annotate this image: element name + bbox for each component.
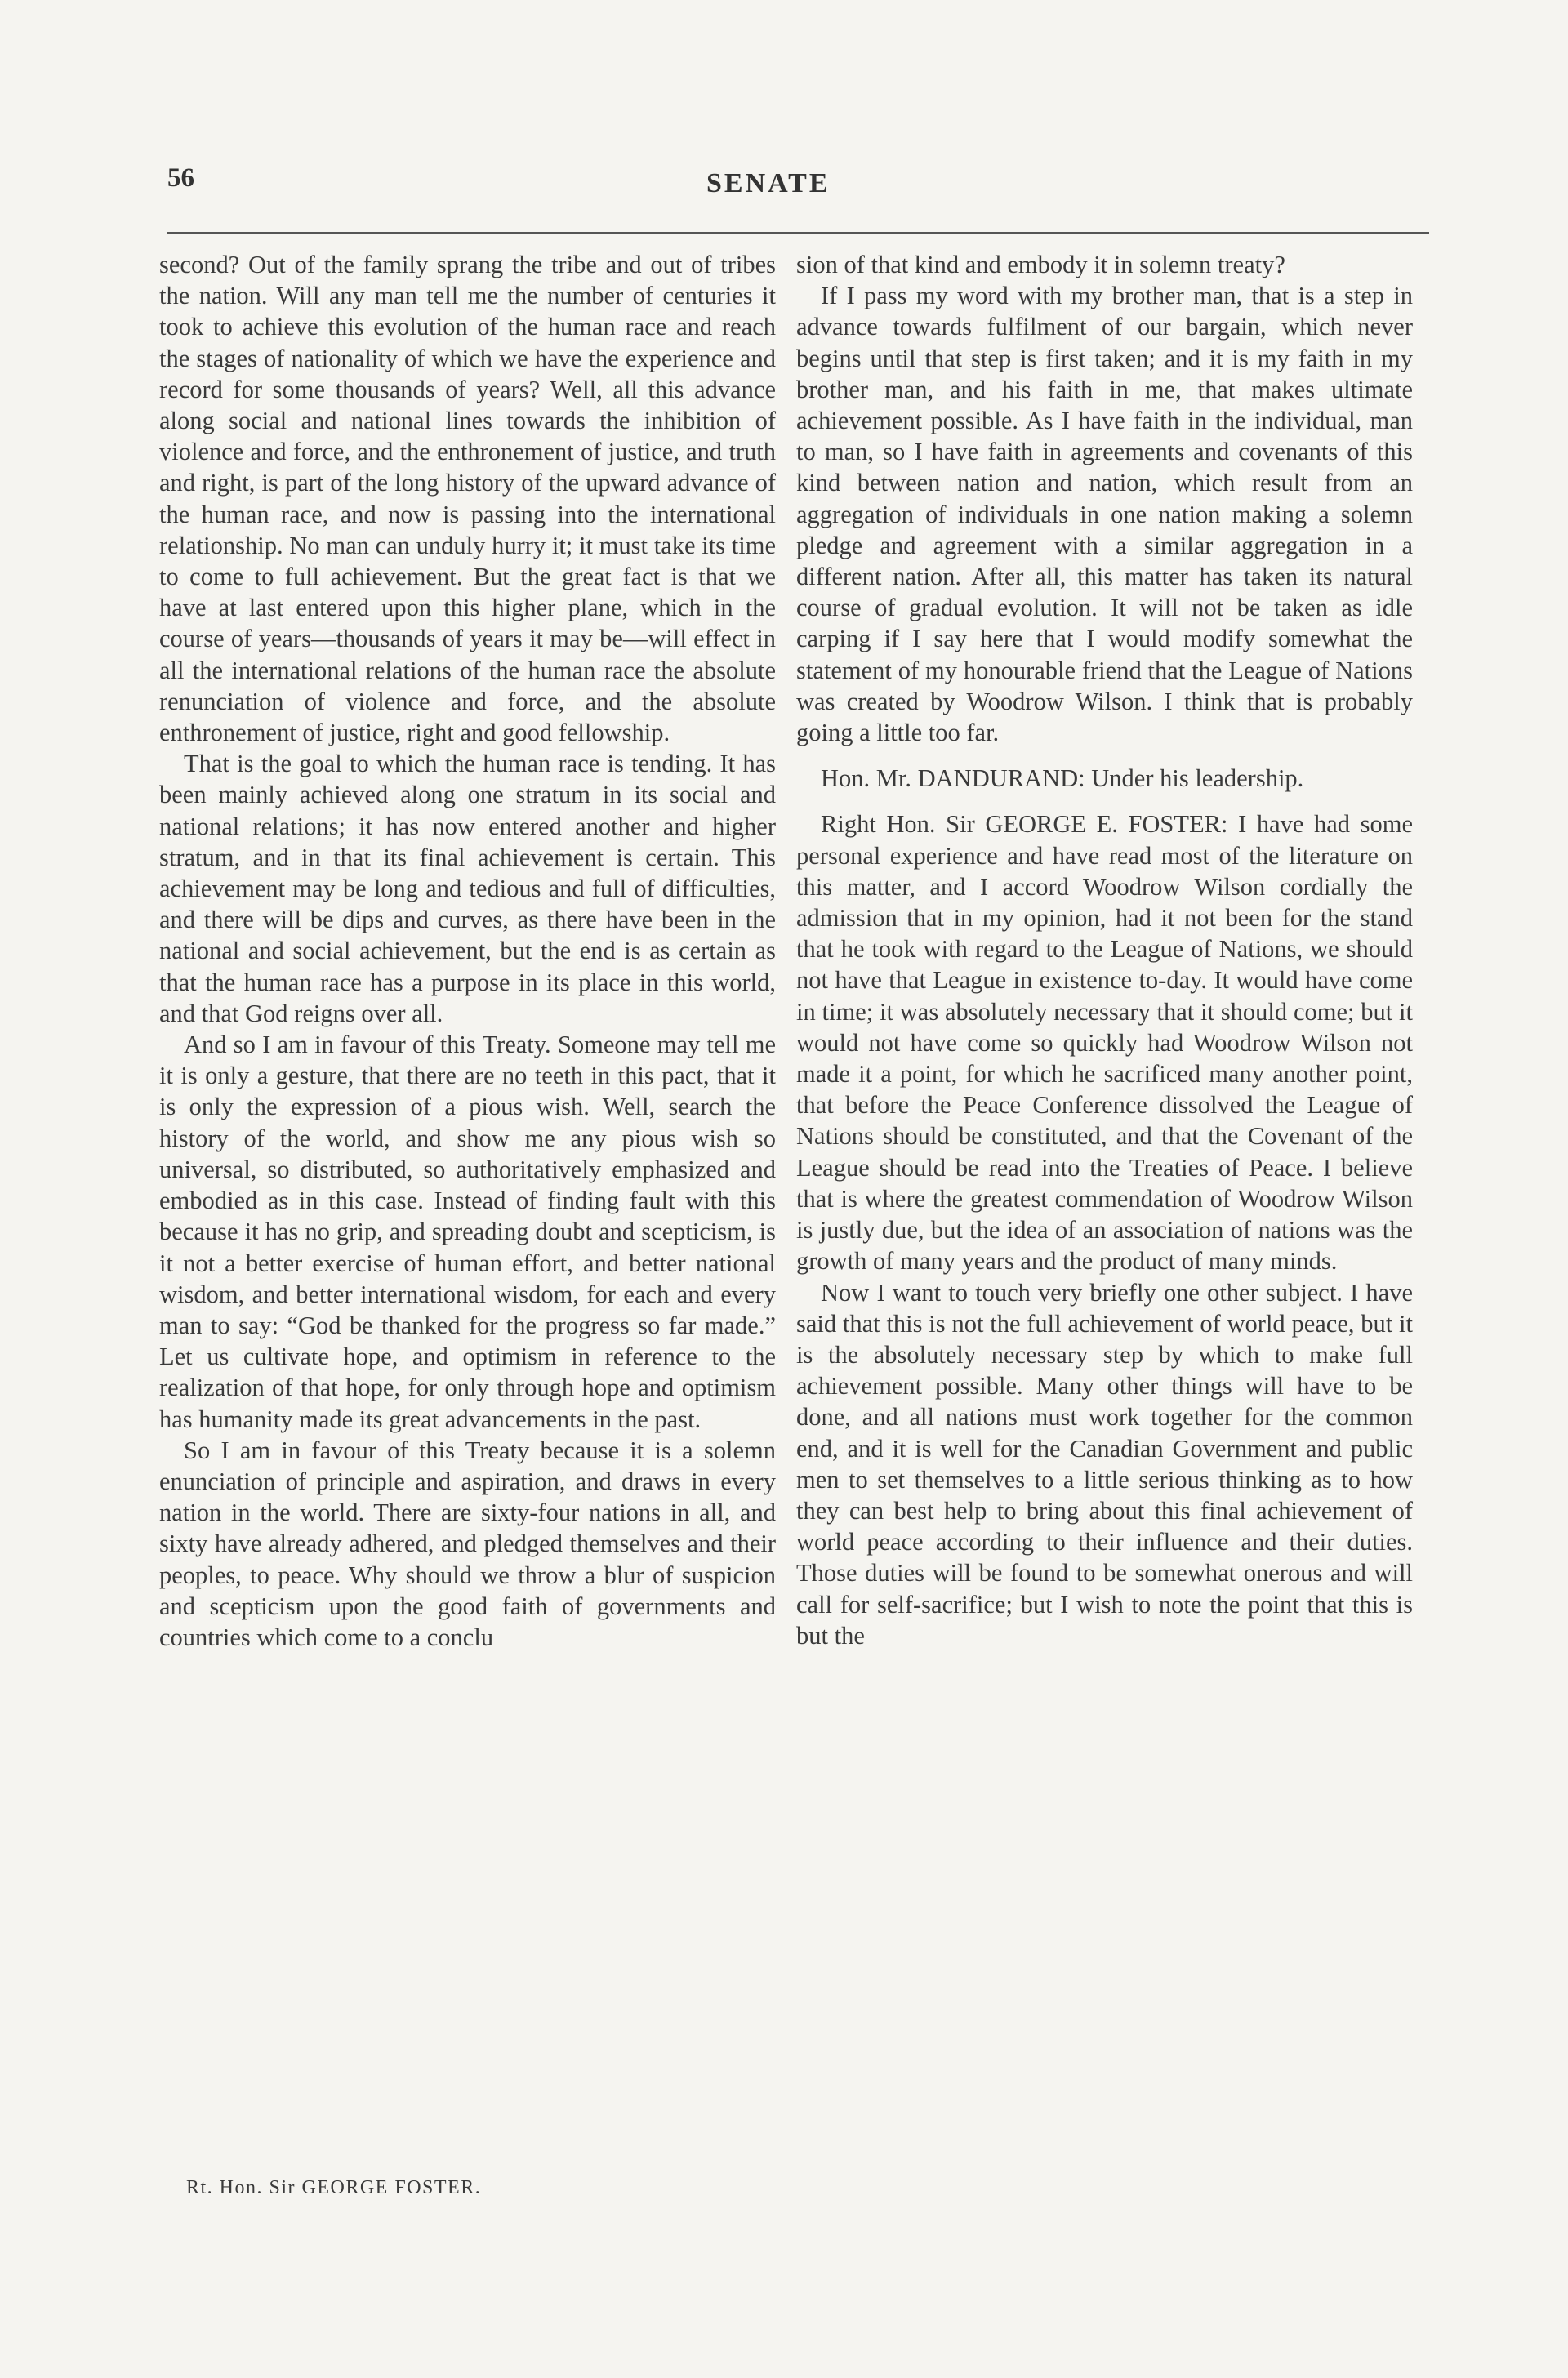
speaker-paragraph: Right Hon. Sir GEORGE E. FOSTER: I have had some personal experience and have read most of the literature on this matter, and I accord Woodrow Wilson cordially the admission that in my opinion, had it not been for the stand that he took with regard to the League of Nations, we should not have that League in existence to-day. It would have come in time; it was absolutely necessary that it should come; but it would not have come so quickly had Woodrow Wilson not made it a point, for which he sacrificed many another point, that before the Peace Conference dissolved the League of Nations should be constituted, and that the Covenant of the League should be read into the Treaties of Peace. I believe that is where the greatest commendation of Woodrow Wilson is justly due, but the idea of an association of nations was the growth of many years and the product of many minds. — [796, 810, 1413, 1276]
speaker-paragraph: Hon. Mr. DANDURAND: Under his leadership. — [821, 764, 1304, 793]
running-head-title: SENATE — [706, 168, 831, 198]
right-column — [796, 249, 1413, 1651]
paragraph: That is the goal to which the human race is tending. It has been mainly achieved along one stratum in its social and national relations; it has now entered another and higher stratum, and in that its final achievement is certain. This achievement may be long and tedious and full of difficulties, and there will be dips and curves, as there have been in the national and social achievement, but the end is as certain as that the human race has a purpose in its place in this world, and that God reigns over all. — [159, 750, 776, 1027]
paragraph: If I pass my word with my brother man, that is a step in advance towards fulfilment of our bargain, which never begins until that step is first taken; and it is my faith in my brother man, and his faith in me, that makes ultimate achievement possible. As I have faith in the individual, man to man, so I have faith in agreements and covenants of this kind between nation and nation, which result from an aggregation of individuals in one nation making a solemn pledge and agreement with a similar aggregation in a different nation. After all, this matter has taken its natural course of gradual evolution. It will not be taken as idle carping if I say here that I would modify somewhat the statement of my honourable friend that the League of Nations was created by Woodrow Wilson. I think that is probably going a little too far. — [796, 282, 1413, 747]
paragraph: So I am in favour of this Treaty because it is a solemn enunciation of principle and aspiration, and draws in every nation in the world. There are sixty-four nations in all, and sixty have already adhered, and pledged themselves and their peoples, to peace. Why should we throw a blur of suspicion and scepticism upon the good faith of governments and countries which come to a conclu — [159, 1436, 776, 1651]
paragraph: sion of that kind and embody it in solemn treaty? — [796, 251, 1285, 278]
page-header — [167, 163, 1429, 212]
header-rule — [167, 232, 1429, 234]
speaker-footer: Rt. Hon. Sir GEORGE FOSTER. — [186, 2177, 482, 2198]
paragraph: second? Out of the family sprang the tribe and out of tribes the nation. Will any man tell me the number of centuries it took to achieve this evolution of the human race and reach the stages of nationality of which we have the experience and record for some thousands of years? Well, all this advance along social and national lines towards the inhibition of violence and force, and the enthronement of justice, and truth and right, is part of the long history of the upward advance of the human race, and now is passing into the international relationship. No man can unduly hurry it; it must take its time to come to full achievement. But the great fact is that we have at last entered upon this higher plane, which in the course of years—thousands of years it may be—will effect in all the international relations of the human race the absolute renunciation of violence and force, and the absolute enthronement of justice, right and good fellowship. — [159, 251, 776, 747]
left-column — [159, 249, 776, 1653]
paragraph: And so I am in favour of this Treaty. Someone may tell me it is only a gesture, that there are no teeth in this pact, that it is only the expression of a pious wish. Well, search the history of the world, and show me any pious wish so universal, so distributed, so authoritatively emphasized and embodied as in this case. Instead of finding fault with this because it has no grip, and spreading doubt and scepticism, is it not a better exercise of human effort, and better national wisdom, and better international wisdom, for each and every man to say: “God be thanked for the progress so far made.” Let us cultivate hope, and optimism in reference to the realization of that hope, for only through hope and optimism has humanity made its great advancements in the past. — [159, 1031, 776, 1433]
paragraph: Now I want to touch very briefly one other subject. I have said that this is not the full achievement of world peace, but it is the absolutely necessary step by which to make full achievement possible. Many other things will have to be done, and all nations must work together for the common end, and it is well for the Canadian Government and public men to set themselves to a little serious thinking as to how they can best help to bring about this final achievement of world peace according to their influence and their duties. Those duties will be found to be somewhat onerous and will call for self-sacrifice; but I wish to note the point that this is but the — [796, 1278, 1413, 1650]
page-number: 56 — [167, 163, 194, 193]
